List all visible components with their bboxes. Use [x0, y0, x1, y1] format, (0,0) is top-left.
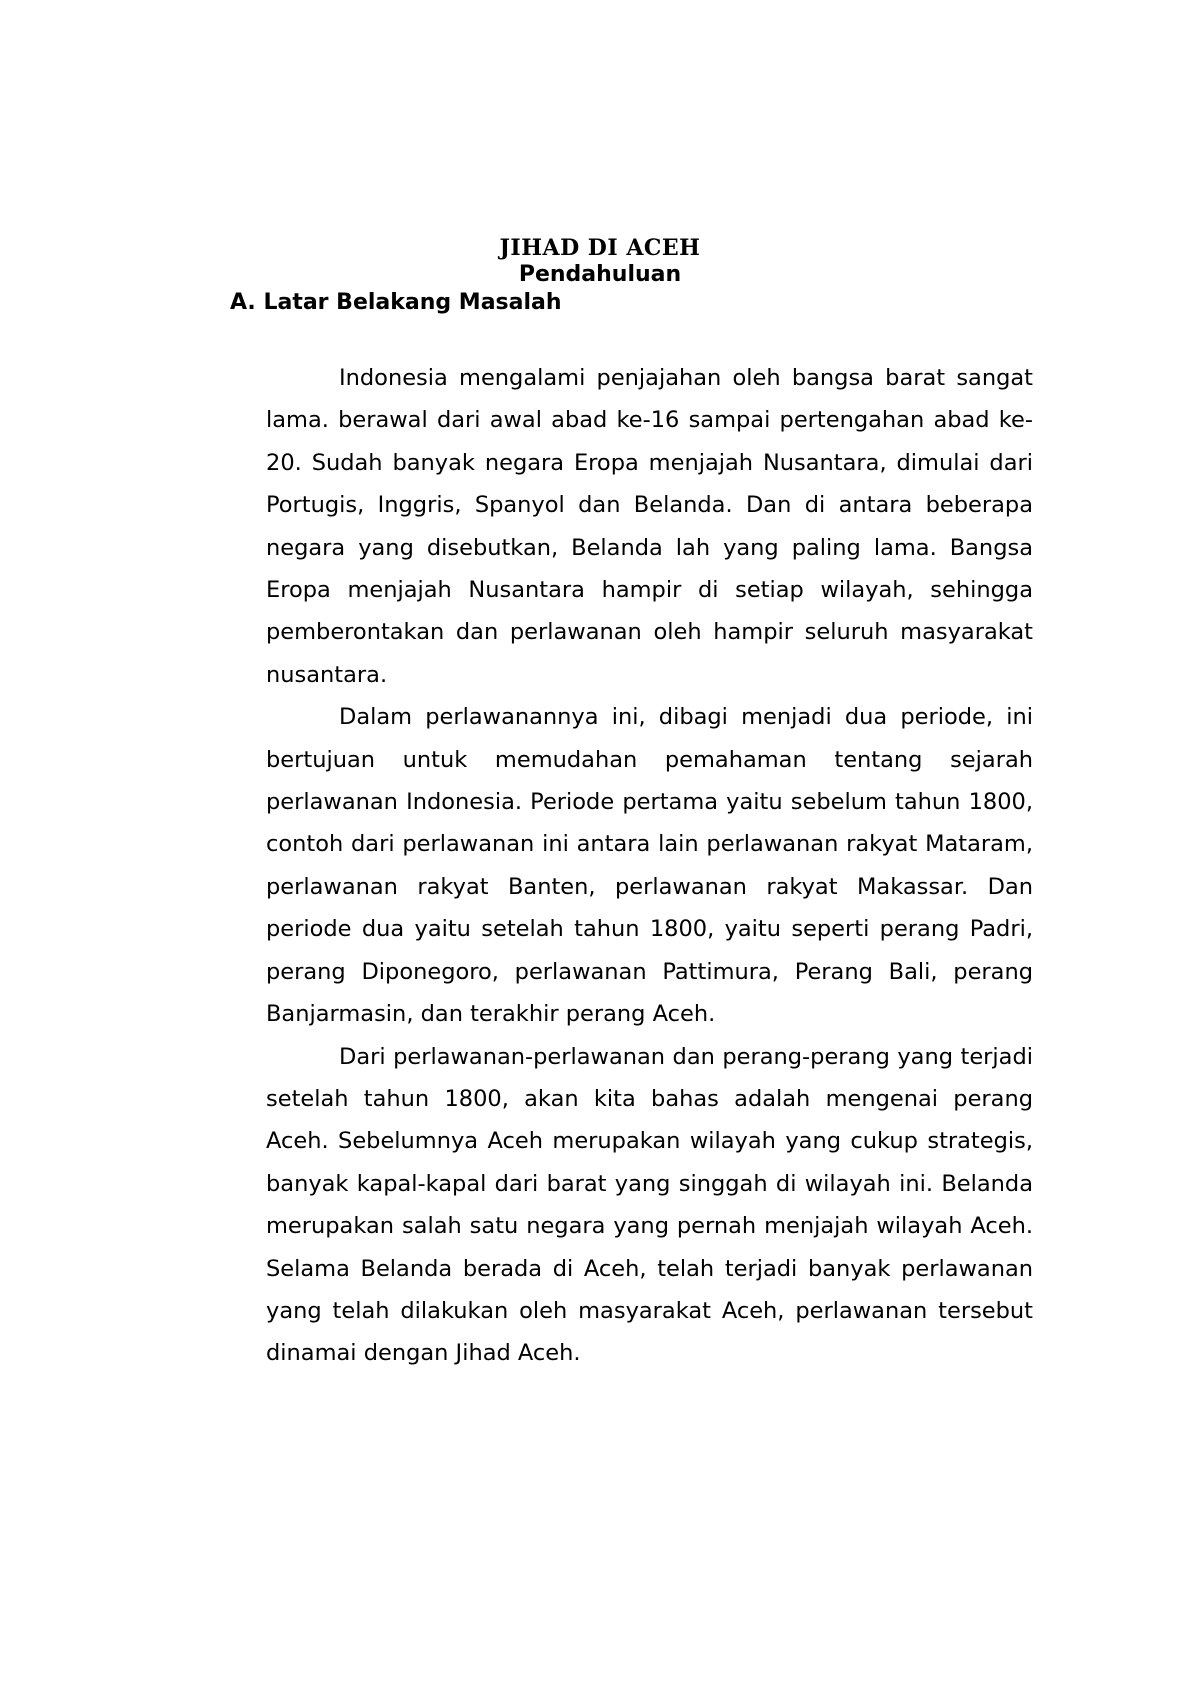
section-heading: A. Latar Belakang Masalah — [230, 290, 562, 315]
body-text — [266, 357, 1033, 1375]
paragraph-1: Indonesia mengalami penjajahan oleh bangsa barat sangat lama. berawal dari awal abad ke-16 sampai pertengahan abad ke-20. Sudah banyak negara Eropa menjajah Nusantara, dimulai dari Portugis, Inggris, Spanyol dan Belanda. Dan di antara beberapa negara yang disebutkan, Belanda lah yang paling lama. Bangsa Eropa menjajah Nusantara hampir di setiap wilayah, sehingga pemberontakan dan perlawanan oleh hampir seluruh masyarakat nusantara. — [266, 365, 1033, 688]
paragraph-3: Dari perlawanan-perlawanan dan perang-perang yang terjadi setelah tahun 1800, akan kita bahas adalah mengenai perang Aceh. Sebelumnya Aceh merupakan wilayah yang cukup strategis, banyak kapal-kapal dari barat yang singgah di wilayah ini. Belanda merupakan salah satu negara yang pernah menjajah wilayah Aceh. Selama Belanda berada di Aceh, telah terjadi banyak perlawanan yang telah dilakukan oleh masyarakat Aceh, perlawanan tersebut dinamai dengan Jihad Aceh. — [266, 1043, 1033, 1367]
document-subtitle: Pendahuluan — [518, 262, 682, 287]
paragraph-2: Dalam perlawanannya ini, dibagi menjadi dua periode, ini bertujuan untuk memudahan pemahaman tentang sejarah perlawanan Indonesia. Periode pertama yaitu sebelum tahun 1800, contoh dari perlawanan ini antara lain perlawanan rakyat Mataram, perlawanan rakyat Banten, perlawanan rakyat Makassar. Dan periode dua yaitu setelah tahun 1800, yaitu seperti perang Padri, perang Diponegoro, perlawanan Pattimura, Perang Bali, perang Banjarmasin, dan terakhir perang Aceh. — [266, 704, 1033, 1028]
document-title: JIHAD DI ACEH — [499, 235, 701, 261]
